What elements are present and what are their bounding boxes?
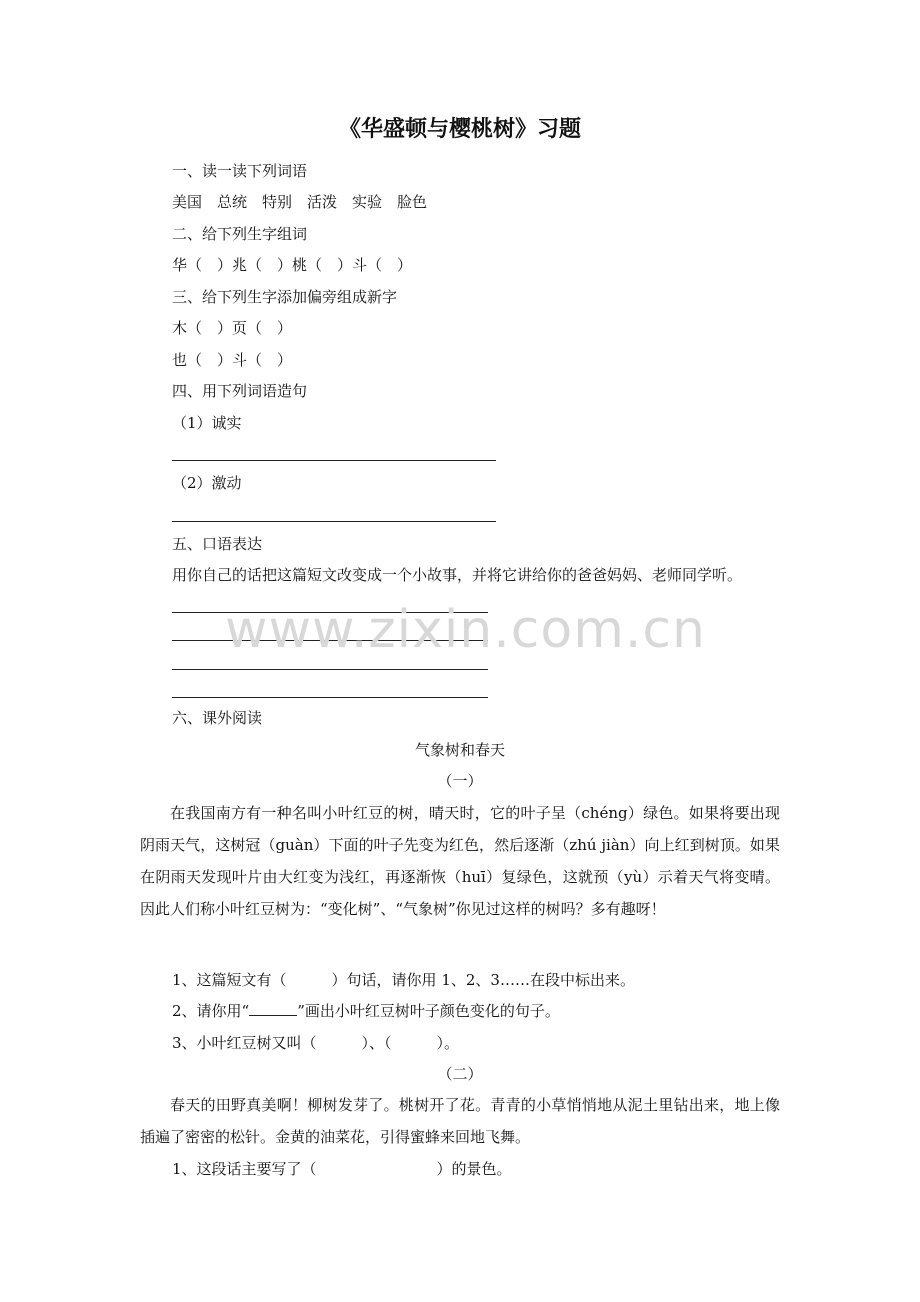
section-5-heading: 五、口语表达 bbox=[172, 535, 263, 553]
answer-line bbox=[172, 697, 488, 698]
answer-line bbox=[172, 521, 496, 522]
part-2-passage: 春天的田野真美啊！柳树发芽了。桃树开了花。青青的小草悄悄地从泥土里钻出来，地上像插遍了密密的松针。金黄的油菜花，引得蜜蜂来回地飞舞。 bbox=[140, 1096, 780, 1146]
part-2-label: （二） bbox=[437, 1065, 483, 1083]
answer-line bbox=[172, 460, 496, 461]
part-2-question-1: 1、这段话主要写了（ ）的景色。 bbox=[172, 1160, 512, 1178]
question-2-prefix: 2、请你用“ bbox=[172, 1002, 250, 1020]
answer-line bbox=[172, 612, 488, 613]
oral-instruction: 用你自己的话把这篇短文改变成一个小故事，并将它讲给你的爸爸妈妈、老师同学听。 bbox=[172, 566, 743, 584]
vocab-words: 美国 总统 特别 活泼 实验 脸色 bbox=[172, 193, 428, 211]
sentence-item-1: （1）诚实 bbox=[172, 414, 242, 432]
radical-row-2: 也（ ）斗（ ） bbox=[172, 351, 293, 369]
part-1-question-1: 1、这篇短文有（ ）句话，请你用 1、2、3……在段中标出来。 bbox=[172, 971, 635, 989]
answer-line bbox=[172, 669, 488, 670]
underline-mark bbox=[249, 1001, 297, 1016]
story-title: 气象树和春天 bbox=[414, 741, 505, 759]
question-2-suffix: ”画出小叶红豆树叶子颜色变化的句子。 bbox=[297, 1002, 560, 1020]
section-3-heading: 三、给下列生字添加偏旁组成新字 bbox=[172, 288, 398, 306]
section-1-heading: 一、读一读下列词语 bbox=[172, 162, 308, 180]
page-title: 《华盛顿与樱桃树》习题 bbox=[338, 116, 581, 142]
section-6-heading: 六、课外阅读 bbox=[172, 709, 263, 727]
part-1-passage: 在我国南方有一种名叫小叶红豆的树，晴天时，它的叶子呈（chéng）绿色。如果将要出现阴雨天气，这树冠（guàn）下面的叶子先变为红色，然后逐渐（zhú jiàn）向上红到树顶。如果在阴雨天发现叶片由大红变为浅红，再逐渐恢（huī）复绿色，这就预（yù）示着天气将变晴。因此人们称小叶红豆树为：“变化树”、“气象树”你见过这样的树吗？多有趣呀！ bbox=[140, 804, 780, 918]
part-1-question-2 bbox=[172, 1000, 560, 1022]
part-1-question-3: 3、小叶红豆树又叫（ ）、（ ）。 bbox=[172, 1034, 460, 1052]
section-4-heading: 四、用下列词语造句 bbox=[172, 382, 308, 400]
sentence-item-2: （2）激动 bbox=[172, 474, 242, 492]
section-2-heading: 二、给下列生字组词 bbox=[172, 225, 308, 243]
compose-words-items: 华（ ）兆（ ）桃（ ）斗（ ） bbox=[172, 256, 413, 274]
radical-row-1: 木（ ）页（ ） bbox=[172, 319, 293, 337]
watermark-text: www.zixin.com.cn bbox=[225, 600, 706, 660]
part-1-label: （一） bbox=[437, 772, 483, 790]
answer-line bbox=[172, 640, 488, 641]
